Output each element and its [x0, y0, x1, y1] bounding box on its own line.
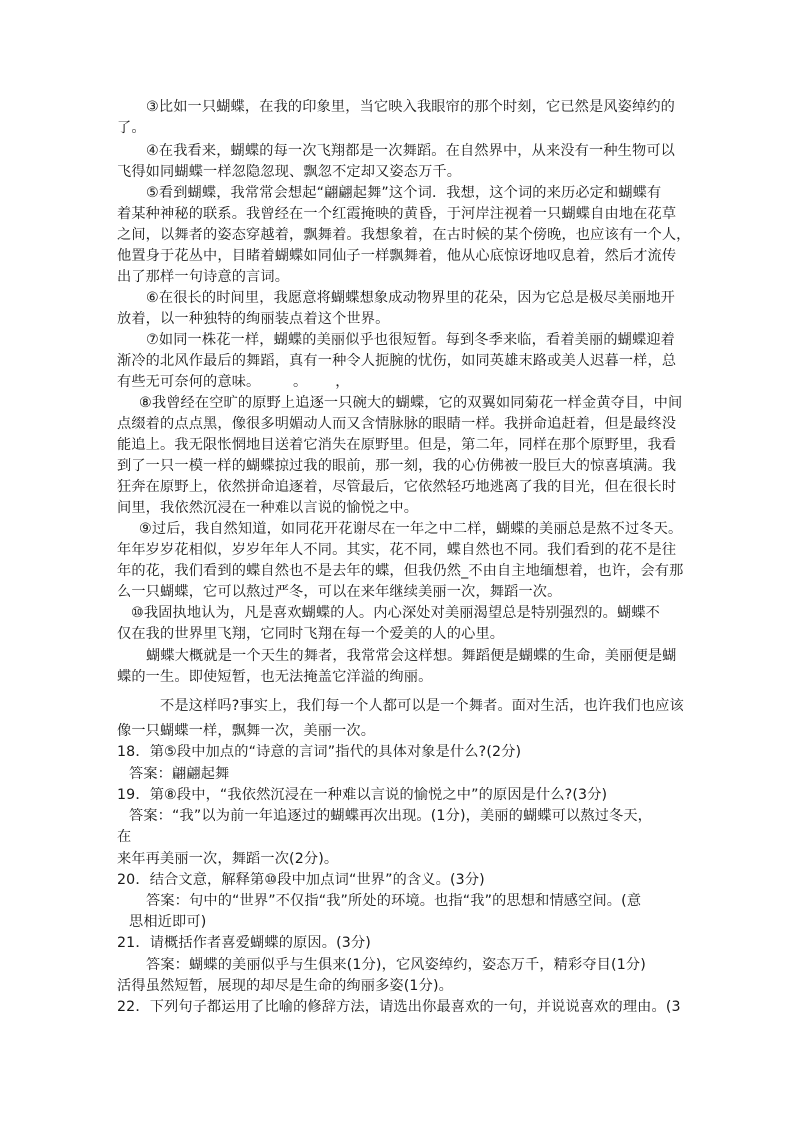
question-19: 19．第⑧段中，“我依然沉浸在一种难以言说的愉悦之中”的原因是什么?(3分)	[117, 787, 608, 803]
paragraph-9-line-2: 年年岁岁花相似，岁岁年年人不同。其实，花不同，蝶自然也不同。我们看到的花不是往	[117, 542, 677, 558]
question-18: 18．第⑤段中加点的“诗意的言词”指代的具体对象是什么?(2分)	[117, 744, 522, 760]
paragraph-12-line-2: 像一只蝴蝶一样，飘舞一次，美丽一次。	[117, 723, 376, 739]
paragraph-8-line-2: 点缀着的点点黑，像很多明媚动人而又含情脉脉的眼睛一样。我拼命追赶着，但是最终没	[117, 416, 677, 432]
paragraph-11-line-2: 蝶的一生。即使短暂，也无法掩盖它洋溢的绚丽。	[117, 669, 433, 685]
answer-21-line-1: 答案：蝴蝶的美丽似乎与生俱来(1分)，它风姿绰约，姿态万千，精彩夺目(1分)	[146, 957, 646, 973]
paragraph-5-line-3: 之间，以舞者的姿态穿越着，飘舞着。我想象着，在古时候的某个傍晚，也应该有一个人，	[117, 227, 691, 243]
answer-19-line-1: 答案：“我”以为前一年追逐过的蝴蝶再次出现。(1分)，美丽的蝴蝶可以熬过冬天，	[129, 808, 653, 824]
paragraph-10-line-1: ⑩我固执地认为，凡是喜欢蝴蝶的人。内心深处对美丽渴望总是特别强烈的。蝴蝶不	[131, 605, 661, 621]
answer-18: 答案：翩翩起舞	[129, 766, 230, 782]
paragraph-6-line-1: ⑥在很长的时间里，我愿意将蝴蝶想象成动物界里的花朵，因为它总是极尽美丽地开	[146, 290, 676, 306]
paragraph-5-line-1: ⑤看到蝴蝶，我常常会想起“翩翩起舞”这个词．我想，这个词的来历必定和蝴蝶有	[146, 185, 662, 201]
paragraph-3-line-1: ③比如一只蝴蝶，在我的印象里，当它映入我眼帘的那个时刻，它已然是风姿绰约的	[146, 99, 676, 115]
question-20: 20．结合文意，解释第⑩段中加点词“世界”的含义。(3分)	[117, 872, 485, 888]
question-22: 22．下列句子都运用了比喻的修辞方法，请选出你最喜欢的一句，并说说喜欢的理由。(3	[117, 999, 681, 1015]
paragraph-5-line-4: 他置身于花丛中，目睹着蝴蝶如同仙子一样飘舞着，他从心底惊讶地叹息着，然后才流传	[117, 248, 677, 264]
paragraph-9-line-1: ⑨过后，我自然知道，如同花开花谢尽在一年之中二样，蝴蝶的美丽总是熬不过冬天。	[139, 521, 683, 537]
paragraph-7-line-1: ⑦如同一株花一样，蝴蝶的美丽似乎也很短暂。每到冬季来临，看着美丽的蝴蝶迎着	[146, 332, 676, 348]
paragraph-8-line-3: 能追上。我无限怅惘地目送着它消失在原野里。但是，第二年，同样在那个原野里，我看	[117, 437, 677, 453]
answer-21-line-2: 活得虽然短暂，展现的却尽是生命的绚丽多姿(1分)。	[117, 978, 453, 994]
answer-19-line-2: 在	[117, 829, 132, 845]
paragraph-5-line-5: 出了那样一句诗意的言词。	[117, 269, 290, 285]
question-21: 21．请概括作者喜爱蝴蝶的原因。(3分)	[117, 935, 371, 951]
paragraph-11-line-1: 蝴蝶大概就是一个天生的舞者，我常常会这样想。舞蹈便是蝴蝶的生命，美丽便是蝴	[146, 648, 677, 664]
answer-20-line-2: 思相近即可)	[129, 914, 207, 930]
paragraph-9-line-3: 年的花，我们看到的蝶自然也不是去年的蝶，但我仍然_不由自主地缅想着，也许，会有那	[117, 563, 684, 579]
paragraph-7-line-2: 渐冷的北风作最后的舞蹈，真有一种令人扼腕的忧伤，如同英雄末路或美人迟暮一样，总	[117, 353, 677, 369]
paragraph-7-line-3: 有些无可奈何的意味。 。 ，	[117, 374, 350, 390]
paragraph-8-line-5: 狂奔在原野上，依然拼命追逐着，尽管最后，它依然轻巧地逃离了我的目光，但在很长时	[117, 479, 677, 495]
paragraph-12-line-1: 不是这样吗?事实上，我们每一个人都可以是一个舞者。面对生活，也许我们也应该	[160, 698, 684, 714]
answer-20-line-1: 答案：句中的“世界”不仅指“我”所处的环境。也指“我”的思想和情感空间。(意	[146, 893, 642, 909]
answer-19-line-3: 来年再美丽一次，舞蹈一次(2分)。	[117, 851, 339, 867]
paragraph-6-line-2: 放着，以一种独特的绚丽装点着这个世界。	[117, 311, 390, 327]
paragraph-5-line-2: 着某种神秘的联系。我曾经在一个红霞掩映的黄昏，于河岸注视着一只蝴蝶自由地在花草	[117, 206, 677, 222]
paragraph-3-line-2: 了。	[117, 120, 146, 136]
paragraph-8-line-4: 到了一只一模一样的蝴蝶掠过我的眼前，那一刻，我的心仿佛被一股巨大的惊喜填满。我	[117, 458, 677, 474]
paragraph-9-line-4: 么一只蝴蝶，它可以熬过严冬，可以在来年继续美丽一次，舞蹈一次。	[117, 584, 562, 600]
paragraph-10-line-2: 仅在我的世界里飞翔，它同时飞翔在每一个爱美的人的心里。	[117, 626, 505, 642]
paragraph-4-line-2: 飞得如同蝴蝶一样忽隐忽现、飘忽不定却又姿态万千。	[117, 164, 462, 180]
paragraph-8-line-6: 间里，我依然沉浸在一种难以言说的愉悦之中。	[117, 500, 419, 516]
paragraph-4-line-1: ④在我看来，蝴蝶的每一次飞翔都是一次舞蹈。在自然界中，从来没有一种生物可以	[146, 143, 676, 159]
paragraph-8-line-1: ⑧我曾经在空旷的原野上追逐一只碗大的蝴蝶，它的双翼如同菊花一样金黄夺目，中间	[139, 395, 683, 411]
